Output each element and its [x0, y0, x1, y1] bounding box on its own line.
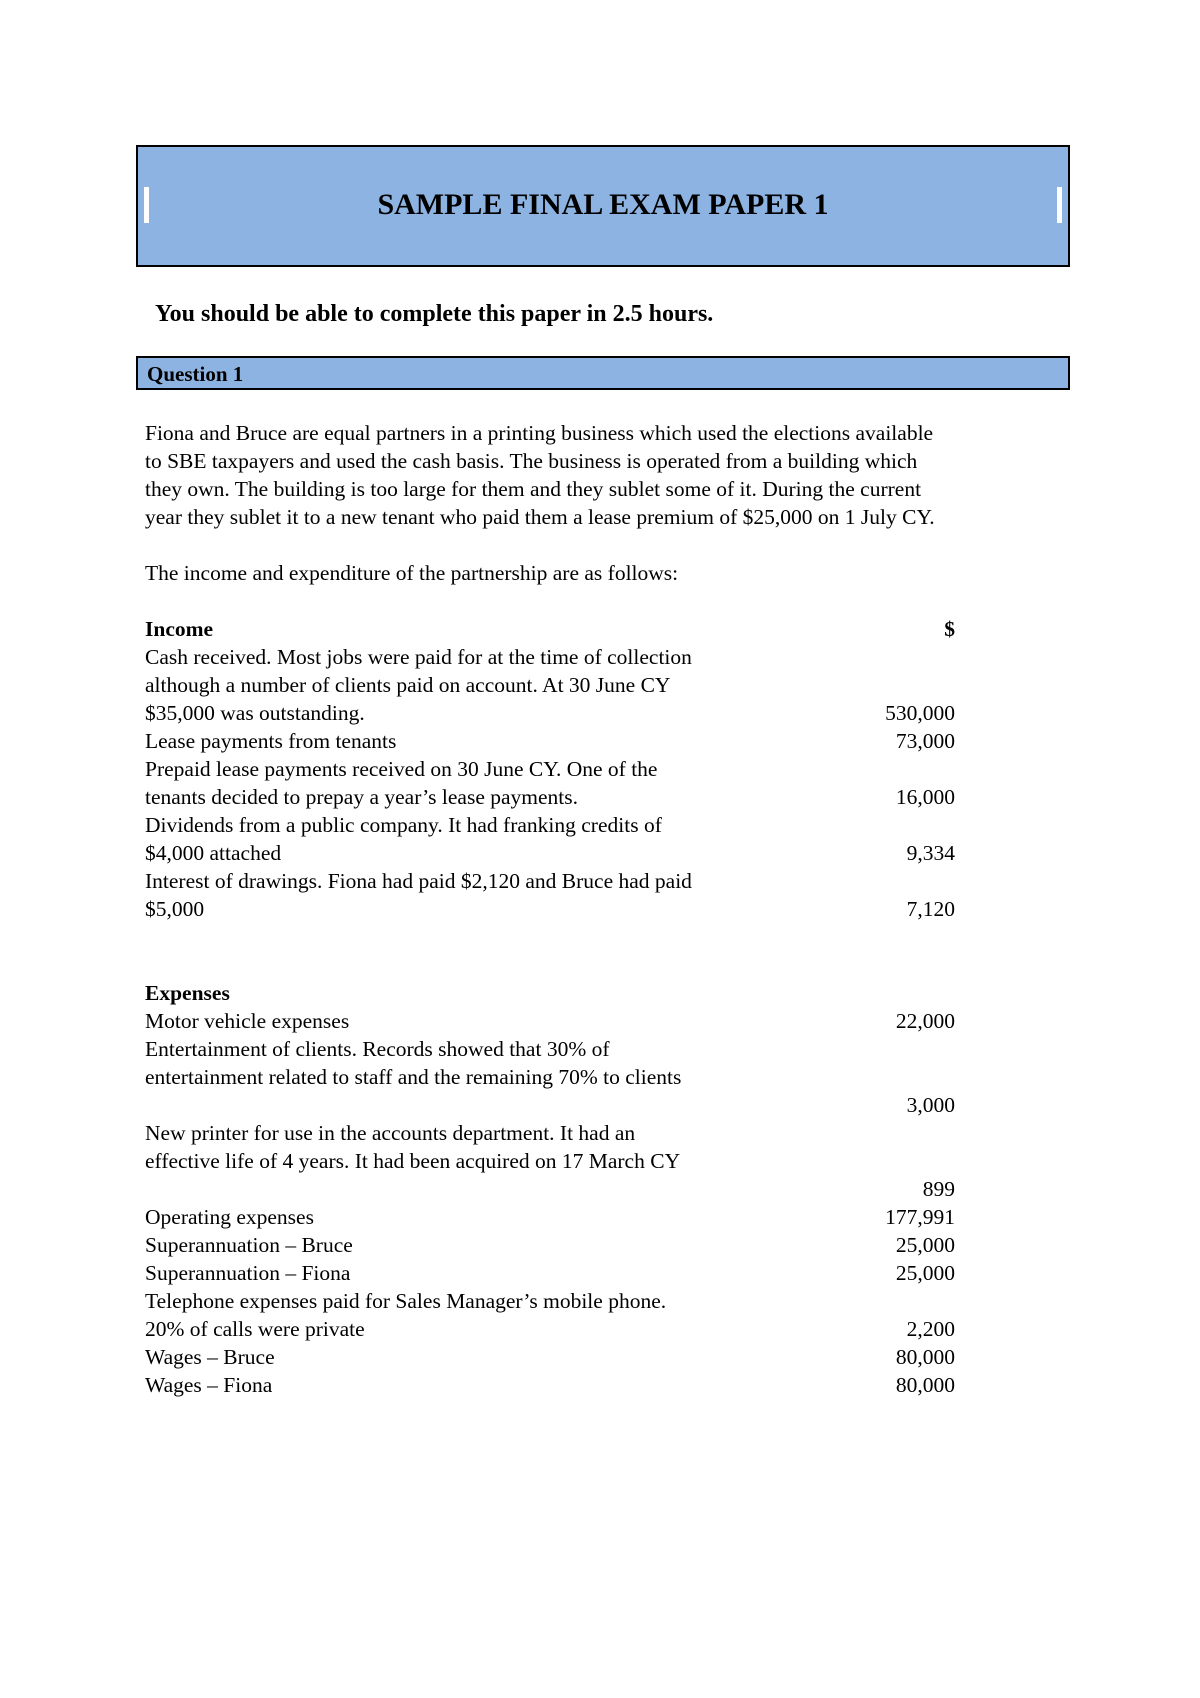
expenses-row-amount: 80,000: [895, 1345, 955, 1369]
income-row: [145, 643, 955, 671]
expenses-row: [145, 1315, 955, 1343]
expenses-row: [145, 1007, 955, 1035]
income-row-amount: 7,120: [906, 897, 955, 921]
expenses-table: [145, 979, 955, 1399]
income-row-label: Dividends from a public company. It had franking credits of: [145, 813, 662, 837]
expenses-row-amount: 25,000: [895, 1233, 955, 1257]
expenses-row-label: effective life of 4 years. It had been acquired on 17 March CY: [145, 1149, 681, 1173]
expenses-row: [145, 1063, 955, 1091]
expenses-row: [145, 1371, 955, 1399]
expenses-row: [145, 1287, 955, 1315]
income-row: [145, 839, 955, 867]
income-heading: Income: [145, 617, 214, 641]
expenses-row-label: Motor vehicle expenses: [145, 1009, 350, 1033]
expenses-row: [145, 1203, 955, 1231]
expenses-row-amount: 2,200: [906, 1317, 955, 1341]
expenses-row-amount: 3,000: [906, 1093, 955, 1117]
page-title: SAMPLE FINAL EXAM PAPER 1: [377, 188, 829, 221]
expenses-row-label: Superannuation – Bruce: [145, 1233, 353, 1257]
expenses-header-row: [145, 979, 955, 1007]
income-row: [145, 755, 955, 783]
expenses-row-label: Superannuation – Fiona: [145, 1261, 351, 1285]
intro-line: they own. The building is too large for them and they sublet some of it. During the current: [145, 477, 922, 501]
expenses-row-label: Entertainment of clients. Records showed that 30% of: [145, 1037, 610, 1061]
income-row-amount: 16,000: [895, 785, 955, 809]
income-table: [145, 615, 955, 923]
expenses-row: [145, 1343, 955, 1371]
income-row: [145, 727, 955, 755]
expenses-row: [145, 1175, 955, 1203]
income-header-row: [145, 615, 955, 643]
expenses-row-label: Wages – Bruce: [145, 1345, 275, 1369]
question-label: Question 1: [147, 362, 244, 386]
statement-text: The income and expenditure of the partnership are as follows:: [145, 561, 679, 585]
intro-line: Fiona and Bruce are equal partners in a printing business which used the elections available: [145, 421, 934, 445]
expenses-row-amount: 899: [922, 1177, 955, 1201]
expenses-row-amount: 25,000: [895, 1261, 955, 1285]
statement: [145, 559, 1070, 587]
income-row-amount: 9,334: [906, 841, 955, 865]
income-row-label: tenants decided to prepay a year’s lease payments.: [145, 785, 579, 809]
income-row: [145, 867, 955, 895]
expenses-row-label: New printer for use in the accounts department. It had an: [145, 1121, 636, 1145]
expenses-row: [145, 1035, 955, 1063]
income-row-label: Interest of drawings. Fiona had paid $2,120 and Bruce had paid: [145, 869, 692, 893]
income-row: [145, 699, 955, 727]
income-row: [145, 895, 955, 923]
currency-heading: $: [944, 617, 955, 641]
expenses-row-label: Wages – Fiona: [145, 1373, 273, 1397]
income-row-amount: 530,000: [885, 701, 955, 725]
income-row: [145, 811, 955, 839]
income-row-amount: 73,000: [895, 729, 955, 753]
income-row: [145, 783, 955, 811]
income-row-label: although a number of clients paid on account. At 30 June CY: [145, 673, 671, 697]
time-instruction: You should be able to complete this paper in 2.5 hours.: [155, 301, 714, 327]
income-row-label: Lease payments from tenants: [145, 729, 397, 753]
expenses-row-label: Operating expenses: [145, 1205, 314, 1229]
income-row-label: $35,000 was outstanding.: [145, 701, 365, 725]
income-row-label: $5,000: [145, 897, 205, 921]
expenses-row: [145, 1231, 955, 1259]
expenses-heading: Expenses: [145, 981, 230, 1005]
expenses-row: [145, 1147, 955, 1175]
intro-line: year they sublet it to a new tenant who paid them a lease premium of $25,000 on 1 July CY.: [145, 505, 935, 529]
intro-line: to SBE taxpayers and used the cash basis. The business is operated from a building which: [145, 449, 918, 473]
expenses-row: [145, 1259, 955, 1287]
title-banner: [136, 145, 1070, 267]
expenses-row-label: 20% of calls were private: [145, 1317, 365, 1341]
expenses-row: [145, 1091, 955, 1119]
expenses-row-amount: 80,000: [895, 1373, 955, 1397]
expenses-row-amount: 177,991: [885, 1205, 955, 1229]
income-row-label: $4,000 attached: [145, 841, 282, 865]
expenses-row-label: entertainment related to staff and the remaining 70% to clients: [145, 1065, 682, 1089]
expenses-row: [145, 1119, 955, 1147]
question-intro: [145, 419, 1070, 531]
income-row: [145, 671, 955, 699]
question-header: [136, 356, 1070, 390]
income-row-label: Prepaid lease payments received on 30 June CY. One of the: [145, 757, 658, 781]
expenses-row-label: Telephone expenses paid for Sales Manager’s mobile phone.: [145, 1289, 667, 1313]
title-banner-right-mark: [1057, 187, 1062, 223]
expenses-row-amount: 22,000: [895, 1009, 955, 1033]
income-row-label: Cash received. Most jobs were paid for at the time of collection: [145, 645, 692, 669]
